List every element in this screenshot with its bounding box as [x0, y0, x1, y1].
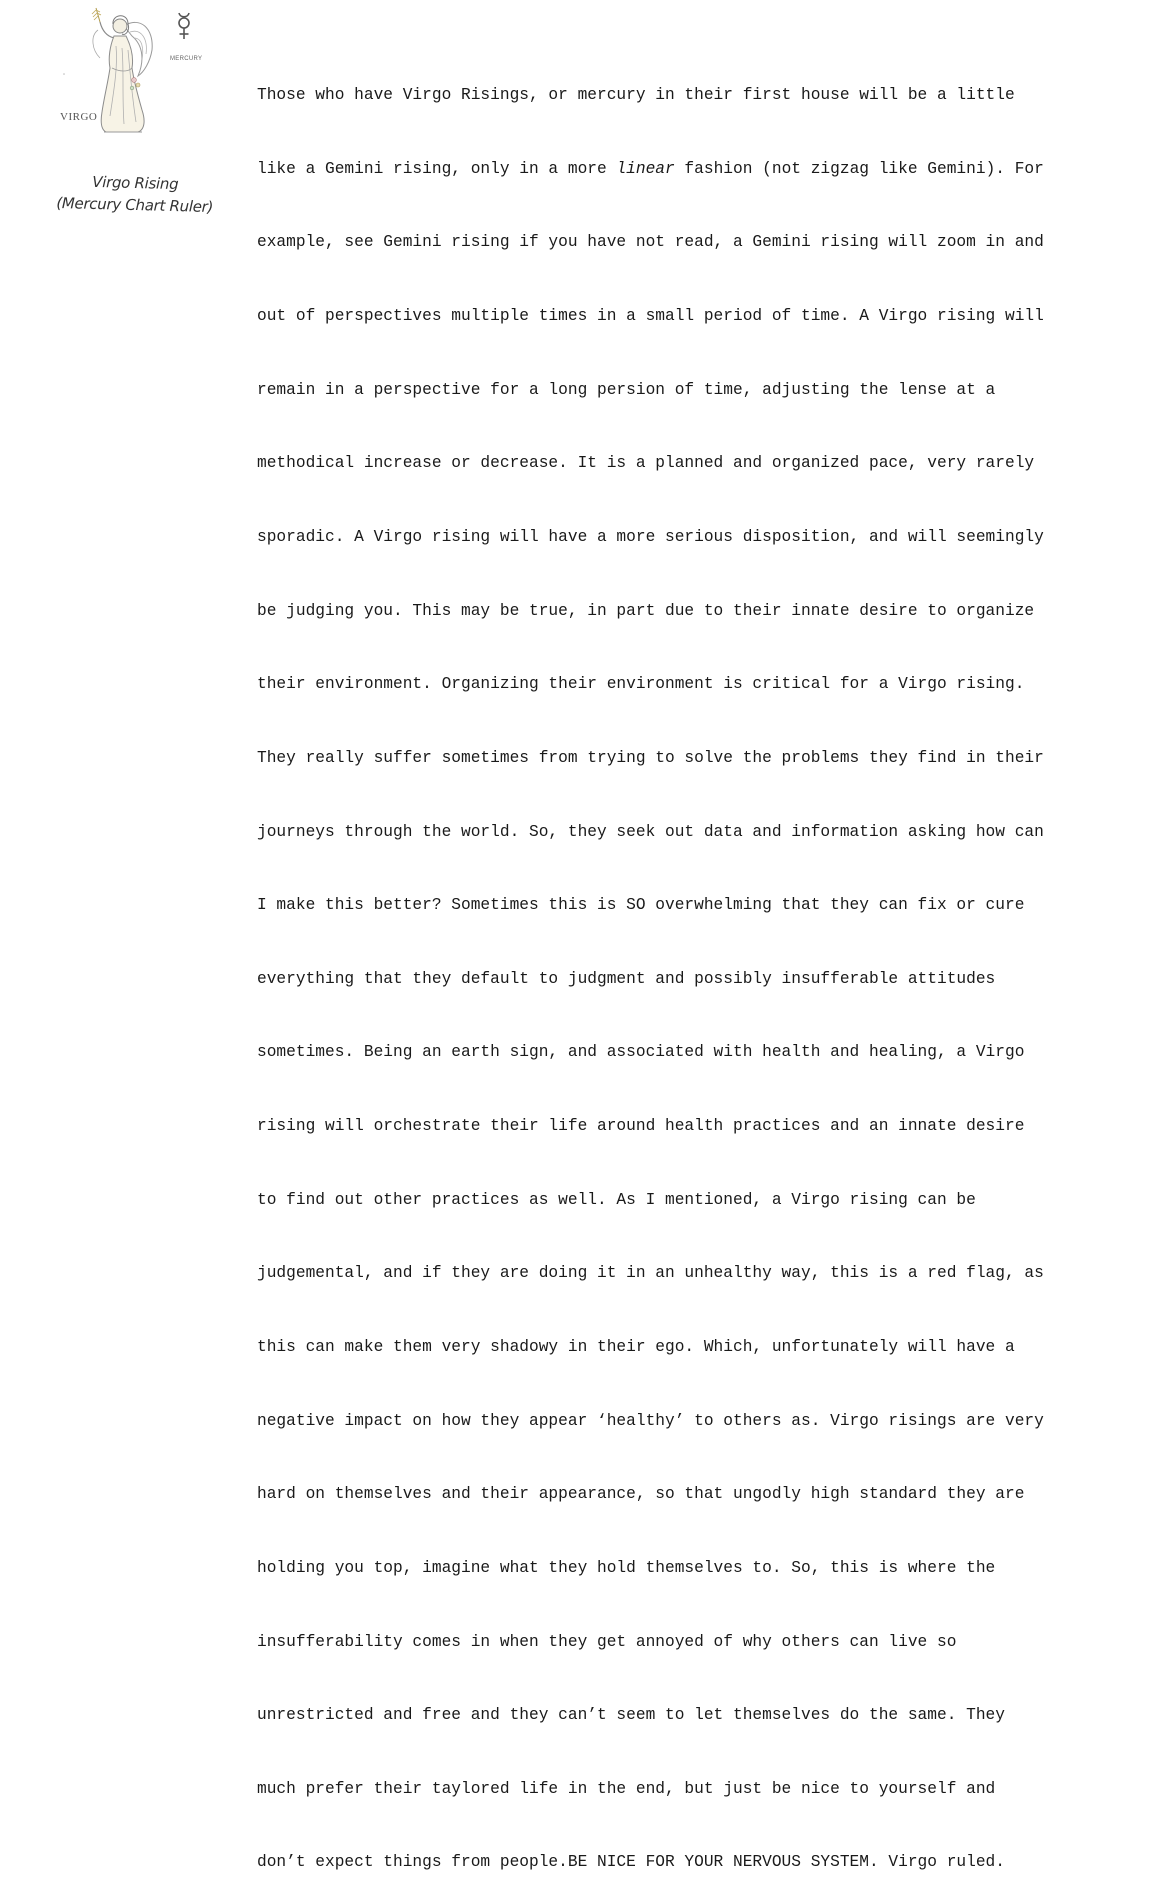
article-line: example, see Gemini rising if you have not read, a Gemini rising will zoom in and — [257, 233, 1044, 252]
article-line: to find out other practices as well. As I mentioned, a Virgo rising can be — [257, 1190, 976, 1209]
caption-line-1: Virgo Rising — [92, 172, 179, 194]
article-line: out of perspectives multiple times in a small period of time. A Virgo rising will — [257, 307, 1044, 326]
article-line: this can make them very shadowy in their ego. Which, unfortunately will have a — [257, 1337, 1015, 1356]
image-caption — [39, 170, 230, 219]
article-line: be judging you. This may be true, in part due to their innate desire to organize — [257, 601, 1035, 620]
virgo-maiden-illustration-icon — [52, 6, 212, 144]
sign-label: VIRGO — [60, 111, 98, 123]
article-line: insufferability comes in when they get annoyed of why others can live so — [257, 1632, 957, 1651]
article-line: hard on themselves and their appearance, so that ungodly high standard they are — [257, 1485, 1025, 1504]
article-line: sometimes. Being an earth sign, and associated with health and healing, a Virgo — [257, 1043, 1025, 1062]
article-line: holding you top, imagine what they hold themselves to. So, this is where the — [257, 1558, 996, 1577]
article-body — [257, 34, 1137, 1900]
article-line: rising will orchestrate their life around health practices and an innate desire — [257, 1117, 1025, 1136]
caption-line-2: (Mercury Chart Ruler) — [56, 193, 214, 217]
article-line: I make this better? Sometimes this is SO overwhelming that they can fix or cure — [257, 896, 1025, 915]
article-line: much prefer their taylored life in the end, but just be nice to yourself and — [257, 1779, 996, 1798]
article-text-fragment: fashion (not zigzag like Gemini). For — [674, 159, 1044, 178]
article-line: judgemental, and if they are doing it in an unhealthy way, this is a red flag, as — [257, 1264, 1044, 1283]
article-line: They really suffer sometimes from trying to solve the problems they find in their — [257, 748, 1044, 767]
emphasis-text: linear — [616, 159, 675, 178]
article-line — [257, 157, 1137, 182]
article-line: journeys through the world. So, they seek out data and information asking how can — [257, 822, 1044, 841]
article-line: their environment. Organizing their environment is critical for a Virgo rising. — [257, 675, 1025, 694]
sidebar — [0, 0, 256, 647]
article-line: unrestricted and free and they can’t seem to let themselves do the same. They — [257, 1706, 1005, 1725]
article-line: methodical increase or decrease. It is a planned and organized pace, very rarely — [257, 454, 1035, 473]
article-line: sporadic. A Virgo rising will have a more serious disposition, and will seemingly — [257, 527, 1044, 546]
article-line: everything that they default to judgment and possibly insufferable attitudes — [257, 969, 996, 988]
article-line: don’t expect things from people.BE NICE FOR YOUR NERVOUS SYSTEM. Virgo ruled. — [257, 1853, 1005, 1872]
planet-label: MERCURY — [170, 56, 203, 62]
mercury-glyph-icon — [179, 13, 189, 39]
article-line: remain in a perspective for a long persion of time, adjusting the lense at a — [257, 380, 996, 399]
article-text-fragment: like a Gemini rising, only in a more — [257, 159, 617, 178]
article-line: Those who have Virgo Risings, or mercury in their first house will be a little — [257, 86, 1015, 105]
article-line: negative impact on how they appear ‘healthy’ to others as. Virgo risings are very — [257, 1411, 1044, 1430]
